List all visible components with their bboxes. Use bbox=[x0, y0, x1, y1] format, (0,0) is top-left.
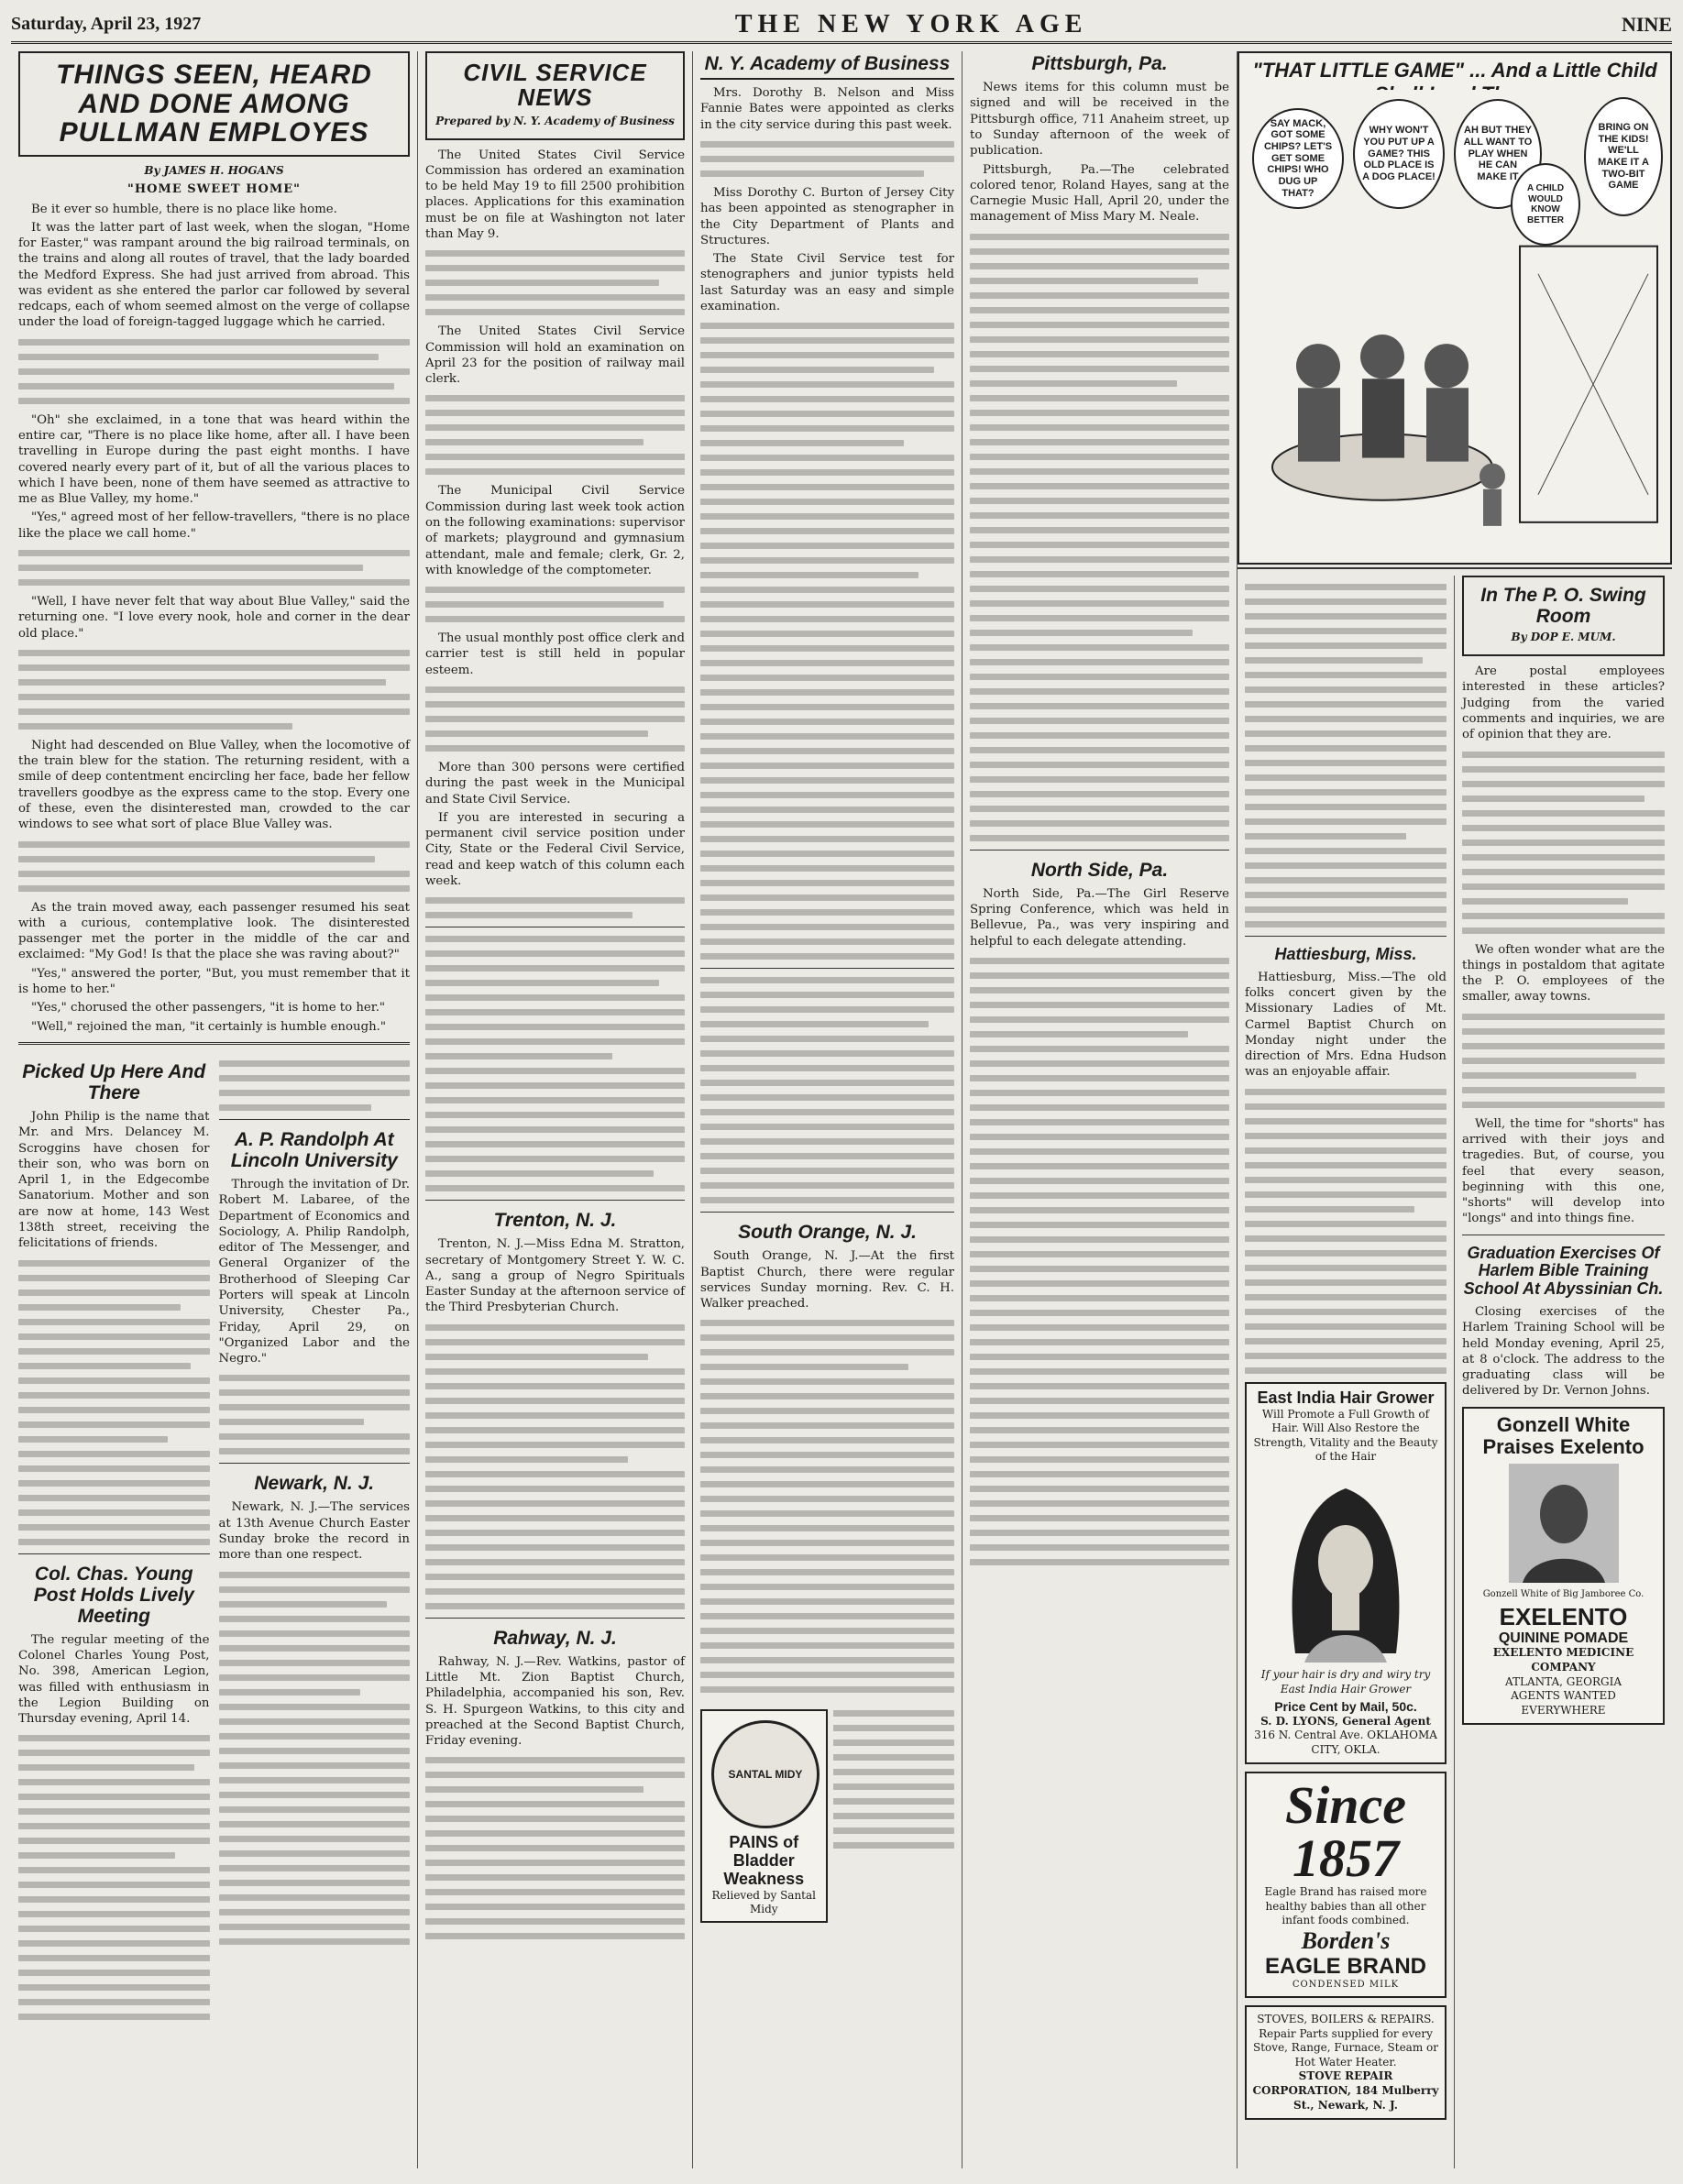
since-1857-logo: Since 1857 bbox=[1284, 1775, 1407, 1889]
condensed-milk-label: CONDENSED MILK bbox=[1292, 1980, 1400, 1991]
divider bbox=[425, 1618, 685, 1619]
divider bbox=[1245, 936, 1446, 937]
bladder-ad-sub: Relieved by Santal Midy bbox=[711, 1888, 816, 1916]
illegible-text bbox=[18, 550, 410, 586]
lower-ads-row bbox=[700, 1702, 954, 1930]
pittsburgh-headline: Pittsburgh, Pa. bbox=[1031, 53, 1168, 74]
hattiesburg-headline: Hattiesburg, Miss. bbox=[1274, 945, 1417, 963]
civil-service-paragraph: More than 300 persons were certified during the past week in the Municipal and State Civil Service. bbox=[425, 760, 685, 807]
civil-service-paragraph: The usual monthly post office clerk and carrier test is still held in popular esteem. bbox=[425, 631, 685, 677]
column-swing-room bbox=[1455, 576, 1672, 2168]
pullman-subhead: "HOME SWEET HOME" bbox=[127, 181, 301, 196]
civil-service-paragraph: If you are interested in securing a permanent civil service position under City, State or the Federal Civil Service, read and keep watch of this column each week. bbox=[425, 810, 685, 888]
pullman-paragraph: It was the latter part of last week, when the slogan, "Home for Easter," was rampant around the big railroad terminals, on the trains and along all routes of travel, that the lady boarded the Medford Express. She had just arrived from abroad. This was evident as she entered the parlor car followed by several redcaps, each of whom seemed almost on the verge of collapse under the load of foreign-tagged luggage which he carried. bbox=[18, 220, 410, 330]
pittsburgh-paragraph: News items for this column must be signed and will be received in the Pittsburgh office, 711 Anaheim street, up to Sunday afternoon of the week of publication. bbox=[970, 81, 1229, 159]
divider bbox=[425, 1200, 685, 1201]
pullman-paragraph: "Yes," answered the porter, "But, you must remember that it is home to her." bbox=[18, 966, 410, 996]
lower-left-col-b bbox=[219, 1052, 411, 2029]
illegible-text bbox=[1462, 1014, 1665, 1108]
illegible-text bbox=[425, 395, 685, 475]
swing-room-paragraph: Are postal employees interested in these articles? Judging from the varied comments and inquiries, we are of opinion that they are. bbox=[1462, 664, 1665, 742]
santal-midy-seal: SANTAL MIDY bbox=[711, 1720, 820, 1828]
young-post-headline: Col. Chas. Young Post Holds Lively Meeting bbox=[33, 1563, 194, 1627]
column-pullman bbox=[11, 51, 418, 2168]
pullman-paragraph: "Well," rejoined the man, "it certainly is humble enough." bbox=[31, 1019, 386, 1034]
quinine-pomade: QUININE POMADE bbox=[1498, 1630, 1629, 1646]
speech-bubble: WHY WON'T YOU PUT UP A GAME? THIS OLD PLACE IS A DOG PLACE! bbox=[1353, 99, 1445, 209]
gonzell-ad-title: Gonzell White Praises Exelento bbox=[1482, 1412, 1644, 1458]
picked-up-paragraph: John Philip is the name that Mr. and Mrs. Delancey M. Scroggins have chosen for their son, who was born on April 1, in the Edgecombe Sanatorium. Mother and son are now at home, 143 West 138th street, receiving the felicitations of friends. bbox=[18, 1109, 210, 1251]
civil-service-paragraph: The Municipal Civil Service Commission during last week took action on the following examinations: supervisor of markets; playground and gymnasium attendant, male and female; clerk, Gr. 2, with knowledge of the comptometer. bbox=[425, 484, 685, 577]
pullman-paragraph: "Yes," chorused the other passengers, "it is home to her." bbox=[31, 1001, 386, 1015]
pittsburgh-paragraph: Pittsburgh, Pa.—The celebrated colored tenor, Roland Hayes, sang at the Carnegie Music Hall, April 20, under the management of Miss Mary M. Neale. bbox=[970, 162, 1229, 225]
south-orange-paragraph: South Orange, N. J.—At the first Baptist Church, there were regular services Sunday morning. Rev. C. H. Walker preached. bbox=[700, 1249, 954, 1311]
illegible-text bbox=[219, 1060, 411, 1111]
illegible-text bbox=[1245, 1089, 1446, 1374]
illegible-text bbox=[833, 1710, 955, 1849]
civil-service-paragraph: The United States Civil Service Commission has ordered an examination to be held May 19 to fill 2500 prohibition places. Applications for this examination must be on file at Washington not later than May 9. bbox=[425, 148, 685, 241]
babies-ad-area bbox=[833, 1702, 955, 1930]
portrait-svg bbox=[1277, 1470, 1414, 1663]
hattiesburg-paragraph: Hattiesburg, Miss.—The old folks concert given by the Missionary Ladies of Mt. Carmel Baptist Church on Monday night under the direction of Mrs. Edna Hudson was an enjoyable affair. bbox=[1245, 970, 1446, 1080]
illegible-text bbox=[18, 841, 410, 892]
north-side-headline: North Side, Pa. bbox=[1030, 859, 1169, 881]
eagle-brand-text: Eagle Brand has raised more healthy babies than all other infant foods combined. bbox=[1264, 1885, 1427, 1927]
gonzell-portrait-svg bbox=[1509, 1464, 1619, 1583]
masthead bbox=[11, 7, 1672, 44]
cartoon-panel bbox=[1238, 51, 1672, 565]
speech-bubble: SAY MACK, GOT SOME CHIPS? LET'S GET SOME CHIPS! WHO DUG UP THAT? bbox=[1252, 108, 1344, 209]
lower-left-split bbox=[18, 1052, 410, 2029]
paper-name: THE NEW YORK AGE bbox=[734, 9, 1088, 38]
woman-portrait-illustration bbox=[1277, 1470, 1414, 1663]
illegible-text bbox=[425, 1757, 685, 1939]
hair-grower-price: Price Cent by Mail, 50c. bbox=[1274, 1699, 1417, 1715]
graduation-paragraph: Closing exercises of the Harlem Training School will be held Monday evening, April 25, at 8 o'clock. The address to the graduating class will be delivered by Dr. Vernon Johns. bbox=[1462, 1305, 1665, 1399]
divider bbox=[18, 1042, 410, 1045]
illegible-text bbox=[425, 587, 685, 622]
gonzell-caption: Gonzell White of Big Jamboree Co. bbox=[1482, 1589, 1644, 1600]
rahway-paragraph: Rahway, N. J.—Rev. Watkins, pastor of Little Mt. Zion Baptist Church, Philadelphia, accompanied his son, Rev. S. H. Spurgeon Watkins, to this city and preached at the Second Baptist Church, Friday evening. bbox=[425, 1654, 685, 1749]
illegible-text bbox=[425, 250, 685, 315]
pullman-paragraph: Be it ever so humble, there is no place like home. bbox=[31, 202, 337, 216]
pullman-paragraph: "Well, I have never felt that way about Blue Valley," said the returning one. "I love every nook, hole and corner in the dear old place." bbox=[18, 595, 410, 641]
bordens-logo: Borden's bbox=[1301, 1927, 1391, 1955]
speech-bubble: BRING ON THE KIDS! WE'LL MAKE IT A TWO-BIT GAME bbox=[1584, 97, 1663, 216]
column-civil-service bbox=[418, 51, 693, 2168]
illegible-text bbox=[18, 339, 410, 404]
divider bbox=[700, 968, 954, 969]
swing-room-paragraph: We often wonder what are the things in postaldom that agitate the P. O. employees of the smaller, away towns. bbox=[1462, 942, 1665, 1004]
trenton-headline: Trenton, N. J. bbox=[493, 1210, 617, 1232]
hair-grower-title: East India Hair Grower bbox=[1257, 1388, 1435, 1407]
divider bbox=[219, 1463, 411, 1464]
pullman-headline: THINGS SEEN, HEARD AND DONE AMONG PULLMAN EMPLOYES bbox=[56, 60, 372, 148]
illegible-text bbox=[700, 1320, 954, 1693]
column-pittsburgh bbox=[962, 51, 1238, 2168]
illegible-text bbox=[700, 141, 954, 177]
randolph-headline: A. P. Randolph At Lincoln University bbox=[230, 1128, 398, 1171]
illegible-text bbox=[18, 1260, 210, 1545]
issue-date: Saturday, April 23, 1927 bbox=[11, 14, 202, 34]
lower-left-col-a bbox=[18, 1052, 210, 2029]
stoves-text: STOVES, BOILERS & REPAIRS. Repair Parts supplied for every Stove, Range, Furnace, Steam or Hot Water Heater. bbox=[1253, 2013, 1438, 2069]
page-number: NINE bbox=[1621, 12, 1672, 36]
pullman-headline-box bbox=[18, 51, 410, 157]
south-orange-headline: South Orange, N. J. bbox=[738, 1222, 917, 1244]
newspaper-page bbox=[11, 7, 1672, 2176]
civil-service-headline: CIVIL SERVICE NEWS bbox=[463, 59, 647, 112]
graduation-headline: Graduation Exercises Of Harlem Bible Training School At Abyssinian Ch. bbox=[1463, 1243, 1664, 1299]
speech-bubble: A CHILD WOULD KNOW BETTER bbox=[1511, 163, 1580, 246]
column-hattiesburg bbox=[1238, 576, 1455, 2168]
north-side-paragraph: North Side, Pa.—The Girl Reserve Spring Conference, which was held in Bellevue, Pa., was very inspiring and helpful to each delegate attending. bbox=[970, 886, 1229, 949]
illegible-text bbox=[425, 936, 685, 1191]
exelento-city: ATLANTA, GEORGIA bbox=[1504, 1674, 1622, 1688]
illegible-text bbox=[700, 977, 954, 1203]
academy-headline: N. Y. Academy of Business bbox=[700, 53, 954, 80]
pullman-paragraph: Night had descended on Blue Valley, when the locomotive of the train blew for the station. The returning resident, with a smile of deep contentment encircling her face, bade her fellow travellers goodbye as the express came to the stop. Every one of these, even the disinterested man, crowded to the car windows to see what sort of place Blue Valley was. bbox=[18, 738, 410, 832]
gonzell-portrait-illustration bbox=[1509, 1464, 1619, 1583]
illegible-text bbox=[219, 1375, 411, 1454]
illegible-text bbox=[18, 1735, 210, 2020]
illegible-text bbox=[1245, 584, 1446, 927]
hair-grower-agent: S. D. LYONS, General Agent bbox=[1260, 1714, 1431, 1728]
divider bbox=[970, 850, 1229, 851]
stoves-company: STOVE REPAIR CORPORATION, 184 Mulberry St., Newark, N. J. bbox=[1252, 2069, 1439, 2112]
illegible-text bbox=[425, 897, 685, 918]
hair-grower-caption: If your hair is dry and wiry try East India Hair Grower bbox=[1260, 1667, 1431, 1696]
civil-service-byline: Prepared by N. Y. Academy of Business bbox=[435, 114, 675, 127]
civil-service-paragraph: The United States Civil Service Commission will hold an examination on April 23 for the position of railway mail clerk. bbox=[425, 324, 685, 387]
illegible-text bbox=[219, 1572, 411, 1945]
hair-grower-address: 316 N. Central Ave. OKLAHOMA CITY, OKLA. bbox=[1254, 1729, 1437, 1756]
trenton-paragraph: Trenton, N. J.—Miss Edna M. Stratton, secretary of Montgomery Street Y. W. C. A., sang a group of Negro Spirituals Easter Sunday at the afternoon service of the Third Presbyterian Church. bbox=[425, 1237, 685, 1315]
newark-paragraph: Newark, N. J.—The services at 13th Avenue Church Easter Sunday broke the record in more than one respect. bbox=[218, 1500, 410, 1563]
cartoon-title: "THAT LITTLE GAME" ... And a Little Child bbox=[1245, 59, 1665, 112]
pullman-paragraph: "Yes," agreed most of her fellow-travellers, "there is no place like the place we call home." bbox=[18, 510, 410, 541]
swing-room-paragraph: Well, the time for "shorts" has arrived with their joys and tragedies. But, of course, you feel that every season, beginning with this one, "shorts" will develop into "longs" and into things fine. bbox=[1462, 1116, 1665, 1226]
illegible-text bbox=[970, 958, 1229, 1565]
swing-room-byline: By DOP E. MUM. bbox=[1511, 631, 1616, 644]
exelento-agents: AGENTS WANTED EVERYWHERE bbox=[1511, 1689, 1616, 1717]
illegible-text bbox=[700, 323, 954, 960]
illegible-text bbox=[18, 650, 410, 730]
academy-paragraph: Mrs. Dorothy B. Nelson and Miss Fannie Bates were appointed as clerks in the city service during this past week. bbox=[700, 86, 954, 132]
hair-grower-ad bbox=[1245, 1382, 1446, 1765]
swing-room-headline-box bbox=[1462, 576, 1665, 656]
illegible-text bbox=[970, 234, 1229, 841]
cartoon-area bbox=[1238, 51, 1672, 569]
swing-room-headline: In The P. O. Swing Room bbox=[1480, 585, 1646, 628]
divider bbox=[700, 1212, 954, 1213]
academy-paragraph: The State Civil Service test for stenographers and junior typists held last Saturday was an easy and simple examination. bbox=[700, 252, 954, 313]
cartoon-drawing bbox=[1245, 90, 1665, 557]
picked-up-headline: Picked Up Here And There bbox=[22, 1060, 206, 1103]
stoves-ad bbox=[1245, 2005, 1446, 2120]
bladder-ad-title: PAINS of Bladder Weakness bbox=[723, 1833, 805, 1888]
randolph-paragraph: Through the invitation of Dr. Robert M. Labaree, of the Department of Economics and Sociology, A. Philip Randolph, editor of The Messenger, and General Organizer of the Brotherhood of Sleeping Car Porters will speak at Lincoln University, Chester Pa., Friday, April 29, on "Organized Labor and the Negro." bbox=[218, 1177, 410, 1366]
hair-grower-sub: Will Promote a Full Growth of Hair. Will Also Restore the Strength, Vitality and the Beauty of the Hair bbox=[1253, 1407, 1438, 1464]
pullman-paragraph: As the train moved away, each passenger resumed his seat with a curious, contemplative look. The disinterested passenger met the porter in the middle of the car and exclaimed: "My God! Is that the place she was raving about?" bbox=[18, 900, 410, 962]
eagle-brand-ad bbox=[1245, 1772, 1446, 1998]
newark-headline: Newark, N. J. bbox=[254, 1473, 375, 1495]
exelento-company: EXELENTO MEDICINE COMPANY bbox=[1492, 1646, 1634, 1674]
rahway-headline: Rahway, N. J. bbox=[493, 1627, 617, 1649]
santal-midy-ad bbox=[700, 1709, 828, 1923]
academy-paragraph: Miss Dorothy C. Burton of Jersey City has been appointed as stenographer in the City Department of Plants and Structures. bbox=[700, 185, 954, 247]
divider bbox=[18, 1553, 210, 1554]
column-academy bbox=[693, 51, 962, 2168]
exelento-brand: EXELENTO bbox=[1499, 1603, 1628, 1631]
pullman-byline: By JAMES H. HOGANS bbox=[144, 163, 284, 177]
illegible-text bbox=[425, 686, 685, 752]
illegible-text bbox=[425, 1324, 685, 1609]
gonzell-white-ad bbox=[1462, 1407, 1665, 1726]
young-post-paragraph: The regular meeting of the Colonel Charles Young Post, No. 398, American Legion, was filled with enthusiasm in the Legion Building on Thursday evening, April 14. bbox=[18, 1632, 210, 1727]
illegible-text bbox=[1462, 752, 1665, 934]
pullman-paragraph: "Oh" she exclaimed, in a tone that was heard within the entire car, "There is no place like home, after all. I have been travelling in Europe during the past eight months. I have covered nearly every part of it, but of all the various places to which I have been, none of them have seemed as attractive to me as Blue Valley, my home." bbox=[18, 412, 410, 507]
divider bbox=[219, 1119, 411, 1120]
eagle-brand-name: EAGLE BRAND bbox=[1264, 1953, 1426, 1979]
civil-service-headline-box bbox=[425, 51, 685, 140]
speech-bubble: AH BUT THEY ALL WANT TO PLAY WHEN HE CAN MAKE IT bbox=[1454, 99, 1542, 209]
